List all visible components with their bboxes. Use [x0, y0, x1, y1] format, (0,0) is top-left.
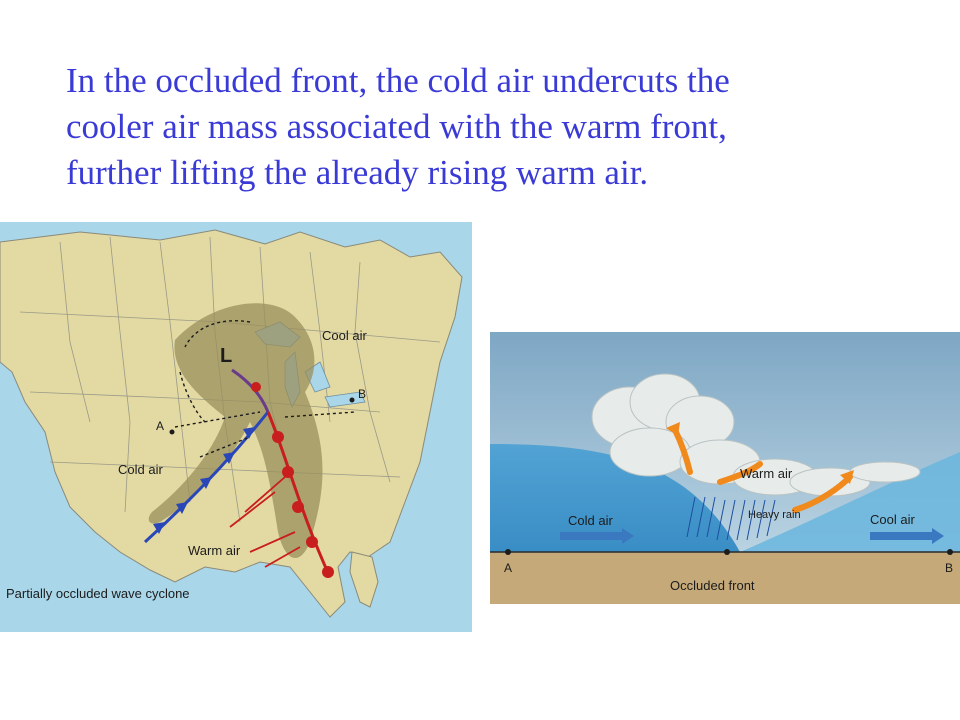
section-point-b: B	[945, 561, 954, 575]
map-caption: Partially occluded wave cyclone	[6, 586, 190, 601]
map-cool-air-label: Cool air	[322, 328, 367, 343]
body-line-1: In the occluded front, the cold air undercuts the	[66, 61, 730, 100]
map-point-b: B	[358, 387, 367, 401]
map-cold-air-label: Cold air	[118, 462, 163, 477]
section-cold-air-label: Cold air	[568, 513, 613, 528]
section-cool-air-label: Cool air	[870, 512, 915, 527]
section-caption: Occluded front	[670, 578, 755, 593]
section-point-a: A	[504, 561, 513, 575]
body-line-3: further lifting the already rising warm air.	[66, 153, 649, 192]
map-warm-air-label: Warm air	[188, 543, 241, 558]
section-warm-air-label: Warm air	[740, 466, 793, 481]
occluded-cyclone-map	[0, 222, 472, 632]
occluded-semicircles	[251, 382, 261, 392]
heavy-rain-label: Heavy rain	[748, 509, 801, 521]
low-pressure-symbol: L	[220, 345, 233, 367]
occluded-front-cross-section	[490, 332, 960, 604]
slide-body-text	[66, 58, 916, 196]
body-line-2: cooler air mass associated with the warm front,	[66, 107, 727, 146]
map-point-a: A	[156, 419, 165, 433]
